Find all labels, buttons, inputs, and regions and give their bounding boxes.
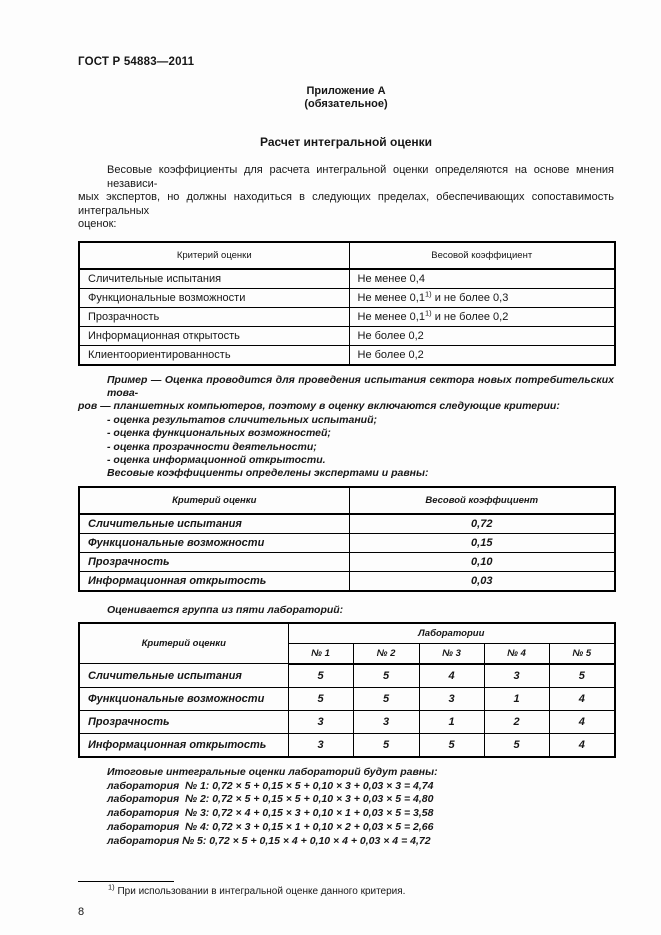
criterion-cell: Прозрачность xyxy=(79,307,349,326)
col-header-criterion: Критерий оценки xyxy=(79,487,349,514)
table-row xyxy=(79,664,615,688)
score-cell: 3 xyxy=(288,733,353,757)
intro-line: оценок: xyxy=(78,218,117,230)
footnote-ref: 1) xyxy=(424,288,432,298)
formula-line: лаборатория № 3: 0,72 × 4 + 0,15 × 3 + 0,10 × 1 + 0,03 × 5 = 3,58 xyxy=(107,807,434,820)
score-cell: 5 xyxy=(549,664,615,688)
table-row xyxy=(79,345,615,365)
score-cell: 3 xyxy=(288,710,353,733)
results-block xyxy=(78,766,614,849)
appendix-subtitle: (обязательное) xyxy=(304,98,388,110)
table-header-row xyxy=(79,487,615,514)
example-line: ров — планшетных компьютеров, поэтому в оценку включаются следующие критерии: xyxy=(78,400,560,413)
weight-text: Не менее 0,1 xyxy=(357,310,425,323)
table-row xyxy=(79,269,615,289)
table-row xyxy=(79,326,615,345)
score-cell: 5 xyxy=(419,733,484,757)
appendix-title: Приложение А xyxy=(306,85,386,97)
col-header-lab: № 5 xyxy=(549,643,615,664)
footnote-marker: 1) xyxy=(108,882,115,892)
criterion-cell: Сличительные испытания xyxy=(79,514,349,534)
footnote-text xyxy=(78,882,614,897)
table-row xyxy=(79,552,615,571)
example-list-item: - оценка функциональных возможностей; xyxy=(107,427,331,440)
example-list-item: - оценка прозрачности деятельности; xyxy=(107,440,317,453)
col-header-labs-group: Лаборатории xyxy=(288,623,615,644)
example-closing-line: Весовые коэффициенты определены экспертами и равны: xyxy=(107,467,429,480)
col-header-lab: № 1 xyxy=(288,643,353,664)
score-cell: 5 xyxy=(484,733,549,757)
score-cell: 5 xyxy=(353,664,419,688)
score-cell: 5 xyxy=(353,687,419,710)
example-list-item: - оценка информационной открытости. xyxy=(107,453,326,466)
weight-cell xyxy=(349,326,615,345)
table-header-row xyxy=(79,623,615,644)
criterion-cell: Информационная открытость xyxy=(79,326,349,345)
page-number: 8 xyxy=(78,905,85,918)
col-header-weight: Весовой коэффициент xyxy=(349,487,615,514)
score-cell: 4 xyxy=(419,664,484,688)
score-cell: 3 xyxy=(419,687,484,710)
table-row xyxy=(79,571,615,591)
intro-line: мых экспертов, но должны находиться в следующих пределах, обеспечивающих сопоставимость интегральных xyxy=(78,191,614,217)
intro-line: Весовые коэффициенты для расчета интегральной оценки определяются на основе мнения независи- xyxy=(107,164,614,190)
col-header-lab: № 4 xyxy=(484,643,549,664)
footnote xyxy=(78,881,614,897)
criterion-cell: Прозрачность xyxy=(79,710,288,733)
weight-text: Не менее 0,4 xyxy=(357,272,425,285)
page-content xyxy=(78,0,614,918)
weight-cell: 0,10 xyxy=(349,552,615,571)
weight-cell: 0,72 xyxy=(349,514,615,534)
criterion-cell: Функциональные возможности xyxy=(79,288,349,307)
criterion-cell: Функциональные возможности xyxy=(79,687,288,710)
weight-text: Не более 0,2 xyxy=(357,348,424,361)
weight-cell xyxy=(349,269,615,289)
doc-number: ГОСТ Р 54883—2011 xyxy=(78,56,195,68)
score-cell: 4 xyxy=(549,733,615,757)
col-header-lab: № 3 xyxy=(419,643,484,664)
formula-line: лаборатория № 1: 0,72 × 5 + 0,15 × 5 + 0,10 × 3 + 0,03 × 3 = 4,74 xyxy=(107,779,434,792)
col-header-lab: № 2 xyxy=(353,643,419,664)
weight-text: Не менее 0,1 xyxy=(357,291,425,304)
table-row xyxy=(79,710,615,733)
table-row xyxy=(79,514,615,534)
score-cell: 4 xyxy=(549,710,615,733)
formula-line: лаборатория № 5: 0,72 × 5 + 0,15 × 4 + 0,10 × 4 + 0,03 × 4 = 4,72 xyxy=(107,834,431,847)
section-heading: Расчет интегральной оценки xyxy=(259,135,433,149)
weight-cell xyxy=(349,307,615,326)
score-cell: 4 xyxy=(549,687,615,710)
col-header-criterion: Критерий оценки xyxy=(79,242,349,269)
intro-paragraph xyxy=(78,164,614,232)
table-row xyxy=(79,533,615,552)
weight-cell xyxy=(349,288,615,307)
col-header-criterion: Критерий оценки xyxy=(79,623,288,664)
weight-cell: 0,03 xyxy=(349,571,615,591)
weight-cell xyxy=(349,345,615,365)
criterion-cell: Клиентоориентированность xyxy=(79,345,349,365)
score-cell: 5 xyxy=(288,687,353,710)
table-header-row xyxy=(79,242,615,269)
example-block xyxy=(78,374,614,481)
example-line: Пример — Оценка проводится для проведения испытания сектора новых потребительских това- xyxy=(107,373,614,399)
score-cell: 2 xyxy=(484,710,549,733)
group-intro-line: Оценивается группа из пяти лабораторий: xyxy=(107,603,344,616)
col-header-weight: Весовой коэффициент xyxy=(349,242,615,269)
criterion-cell: Прозрачность xyxy=(79,552,349,571)
footnote-ref: 1) xyxy=(424,307,432,317)
criterion-cell: Информационная открытость xyxy=(79,571,349,591)
formula-line: лаборатория № 4: 0,72 × 3 + 0,15 × 1 + 0,10 × 2 + 0,03 × 5 = 2,66 xyxy=(107,820,434,833)
footnote-divider xyxy=(78,881,174,882)
weights-table xyxy=(78,486,616,592)
formula-line: лаборатория № 2: 0,72 × 5 + 0,15 × 5 + 0,10 × 3 + 0,03 × 5 = 4,80 xyxy=(107,793,434,806)
table-row xyxy=(79,288,615,307)
weight-text-post: и не более 0,2 xyxy=(431,310,509,323)
weight-cell: 0,15 xyxy=(349,533,615,552)
example-list-item: - оценка результатов сличительных испытаний; xyxy=(107,413,377,426)
limits-table xyxy=(78,241,616,366)
labs-table xyxy=(78,622,616,758)
criterion-cell: Сличительные испытания xyxy=(79,664,288,688)
criterion-cell: Сличительные испытания xyxy=(79,269,349,289)
results-intro-line: Итоговые интегральные оценки лабораторий будут равны: xyxy=(107,765,438,778)
score-cell: 1 xyxy=(484,687,549,710)
score-cell: 3 xyxy=(484,664,549,688)
table-row xyxy=(79,733,615,757)
weight-text: Не более 0,2 xyxy=(357,329,424,342)
score-cell: 3 xyxy=(353,710,419,733)
footnote-body: При использовании в интегральной оценке данного критерия. xyxy=(114,885,406,897)
criterion-cell: Информационная открытость xyxy=(79,733,288,757)
score-cell: 1 xyxy=(419,710,484,733)
score-cell: 5 xyxy=(353,733,419,757)
score-cell: 5 xyxy=(288,664,353,688)
criterion-cell: Функциональные возможности xyxy=(79,533,349,552)
table-row xyxy=(79,687,615,710)
weight-text-post: и не более 0,3 xyxy=(431,291,509,304)
table-row xyxy=(79,307,615,326)
